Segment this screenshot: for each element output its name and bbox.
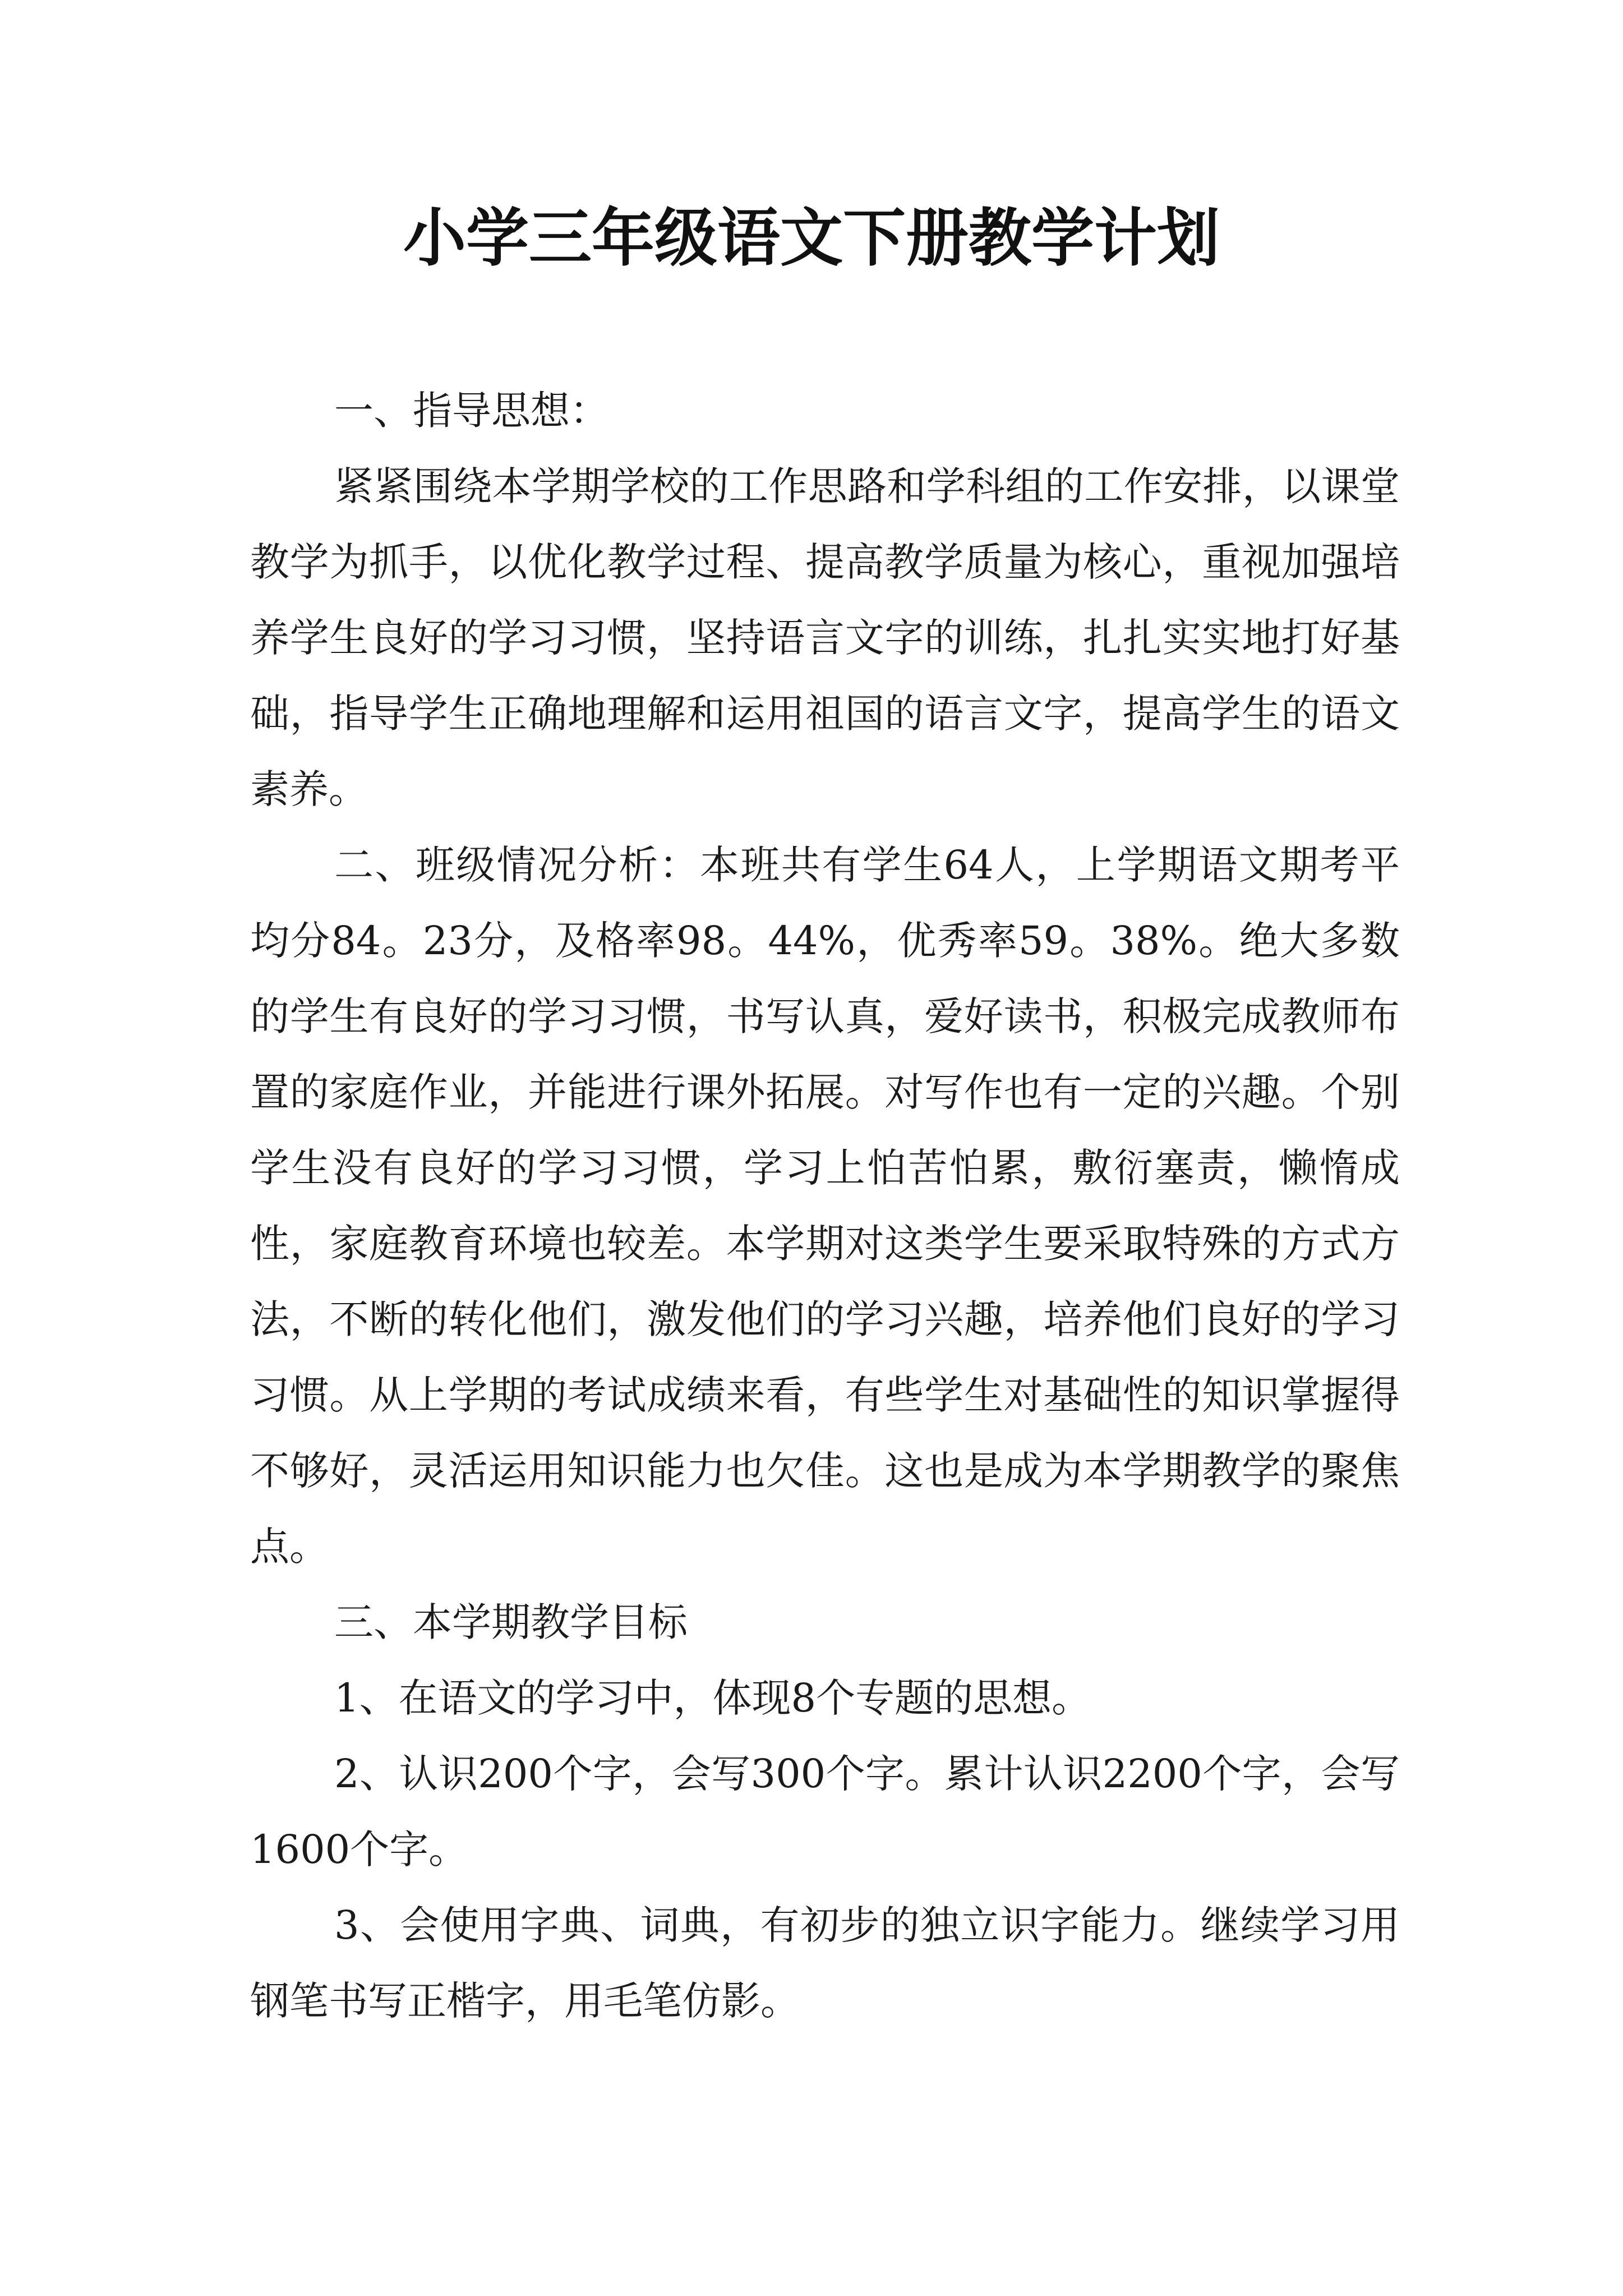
paragraph-guiding-ideology: 紧紧围绕本学期学校的工作思路和学科组的工作安排，以课堂教学为抓手，以优化教学过程、提高教学质量为核心，重视加强培养学生良好的学习习惯，坚持语言文字的训练，扎扎实实地打好基础，指导学生正确地理解和运用祖国的语言文字，提高学生的语文素养。 <box>250 463 1400 812</box>
section-heading-guiding-ideology: 一、指导思想： <box>334 388 609 434</box>
section-heading-teaching-goals: 三、本学期教学目标 <box>334 1599 688 1645</box>
goal-item-1: 1、在语文的学习中，体现8个专题的思想。 <box>334 1675 1091 1721</box>
goal-item-2: 2、认识200个字，会写300个字。累计认识2200个字，会写1600个字。 <box>250 1751 1400 1872</box>
document-title: 小学三年级语文下册教学计划 <box>403 201 1220 275</box>
document-body <box>250 373 1400 2039</box>
goal-item-3: 3、会使用字典、词典，有初步的独立识字能力。继续学习用钢笔书写正楷字，用毛笔仿影。 <box>250 1902 1400 2024</box>
paragraph-class-analysis: 二、班级情况分析：本班共有学生64人，上学期语文期考平均分84。23分，及格率98。44%，优秀率59。38%。绝大多数的学生有良好的学习习惯，书写认真，爱好读书，积极完成教师布置的家庭作业，并能进行课外拓展。对写作也有一定的兴趣。个别学生没有良好的学习习惯，学习上怕苦怕累，敷衍塞责，懒惰成性，家庭教育环境也较差。本学期对这类学生要采取特殊的方式方法，不断的转化他们，激发他们的学习兴趣，培养他们良好的学习习惯。从上学期的考试成绩来看，有些学生对基础性的知识掌握得不够好，灵活运用知识能力也欠佳。这也是成为本学期教学的聚焦点。 <box>250 842 1400 1570</box>
